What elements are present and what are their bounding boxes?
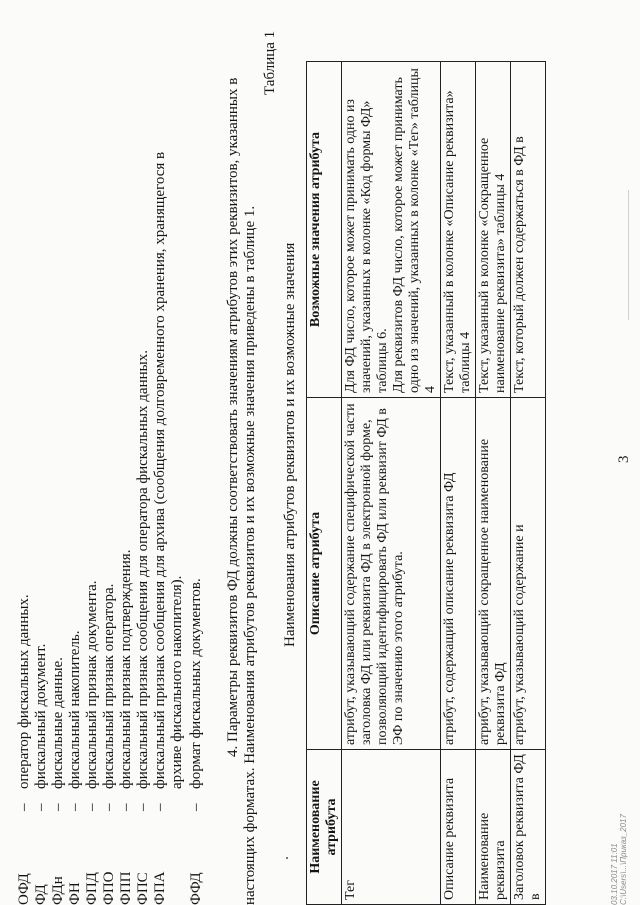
abbreviation-desc: формат фискальных документов. — [188, 578, 204, 789]
table-header-row — [307, 62, 342, 905]
abbreviation-dash: – — [67, 803, 83, 811]
attribute-values-cell: Текст, указанный в колонке «Сокращенное наименование реквизита» таблицы 4 — [476, 62, 511, 398]
attribute-desc-cell: атрибут, указывающий сокращенное наименование реквизита ФД — [476, 398, 511, 750]
column-header: Наименование атрибута — [307, 750, 342, 905]
abbreviation-key: ОФД — [16, 873, 32, 905]
abbreviation-key: ФПО — [101, 871, 117, 905]
abbreviation-desc: фискальные данные. — [50, 657, 66, 789]
abbreviation-desc-continued: архиве фискального накопителя). — [169, 575, 185, 789]
abbreviation-dash: – — [84, 803, 100, 811]
abbreviation-dash: – — [118, 803, 134, 811]
attribute-values-cell: Текст, указанный в колонке «Описание реквизита» таблицы 4 — [441, 62, 476, 398]
abbreviation-desc: фискальный признак оператора. — [101, 583, 117, 789]
attribute-name-cell: Описание реквизита — [441, 750, 476, 905]
print-stamp-line: 03.10.2017 11:01 — [610, 843, 619, 905]
table-title: Наименования атрибутов реквизитов и их возможные значения — [282, 242, 298, 647]
print-stamp-line: C:\Users\...\Приказ_2017 — [619, 814, 628, 905]
abbreviation-desc: оператор фискальных данных. — [16, 594, 32, 789]
attribute-desc-cell: атрибут, указывающий содержание специфической части заголовка ФД или реквизита ФД в электронной форме, позволяющий идентифицировать ФД или реквизит ФД в ЭФ по значению этого атрибута. — [342, 398, 441, 750]
value-text: Для ФД число, которое может принимать одно из значений, указанных в колонке «Код формы ФД» таблицы 6. — [343, 99, 390, 393]
paragraph-4 — [225, 0, 259, 905]
abbreviation-key: ФПС — [135, 872, 151, 905]
table-row — [441, 62, 476, 905]
abbreviation-key: ФПД — [84, 872, 100, 905]
abbreviation-dash: – — [101, 803, 117, 811]
table-row — [511, 62, 546, 905]
abbreviation-key: ФФД — [188, 872, 204, 905]
attribute-desc-cell: атрибут, указывающий содержание и — [511, 398, 546, 750]
attribute-values-cell — [342, 62, 441, 398]
abbreviation-desc: фискальный накопитель. — [67, 630, 83, 789]
attributes-table — [306, 61, 546, 905]
abbreviation-dash: – — [33, 803, 49, 811]
abbreviation-desc: фискальный признак сообщения для оператора фискальных данных. — [135, 350, 151, 789]
table-row — [342, 62, 441, 905]
abbreviation-key: ФН — [67, 882, 83, 905]
attribute-name-cell: Наименование реквизита — [476, 750, 511, 905]
abbreviation-desc: фискальный признак документа. — [84, 580, 100, 789]
abbreviation-dash: – — [16, 803, 32, 811]
abbreviation-dash: – — [135, 803, 151, 811]
paragraph-line: настоящих форматах. Наименования атрибутов реквизитов и их возможные значения приведены в таблице 1. — [242, 205, 258, 905]
abbreviation-key: ФД — [33, 884, 49, 905]
abbreviation-desc: фискальный документ. — [33, 643, 49, 789]
abbreviation-dash: – — [188, 803, 204, 811]
abbreviation-desc: фискальный признак сообщения для архива (сообщения долговременного хранения, хранящегося в — [152, 151, 168, 789]
abbreviation-desc: фискальный признак подтверждения. — [118, 549, 134, 789]
attribute-name-cell: Заголовок реквизита ФД в — [511, 750, 546, 905]
abbreviation-key: ФПА — [152, 871, 168, 905]
paragraph-line: 4. Параметры реквизитов ФД должны соответствовать значениям атрибутов этих реквизитов, указанных в — [225, 77, 241, 757]
column-header: Описание атрибута — [307, 398, 342, 750]
abbreviation-dash: – — [50, 803, 66, 811]
attribute-name-cell: Тег — [342, 750, 441, 905]
attribute-values-cell: Текст, который должен содержаться в ФД в — [511, 62, 546, 398]
value-text: Для реквизитов ФД число, которое может принимать одно из значений, указанных в колонке «Тег» таблицы 4 — [391, 68, 438, 393]
attribute-desc-cell: атрибут, содержащий описание реквизита ФД — [441, 398, 476, 750]
abbreviation-dash: – — [152, 803, 168, 811]
table-caption: Таблица 1 — [262, 30, 278, 95]
abbreviation-key: ФПП — [118, 871, 134, 905]
page-number: 3 — [616, 455, 632, 463]
abbreviation-key: ФДн — [50, 876, 66, 905]
table-row — [476, 62, 511, 905]
column-header: Возможные значения атрибута — [307, 62, 342, 398]
